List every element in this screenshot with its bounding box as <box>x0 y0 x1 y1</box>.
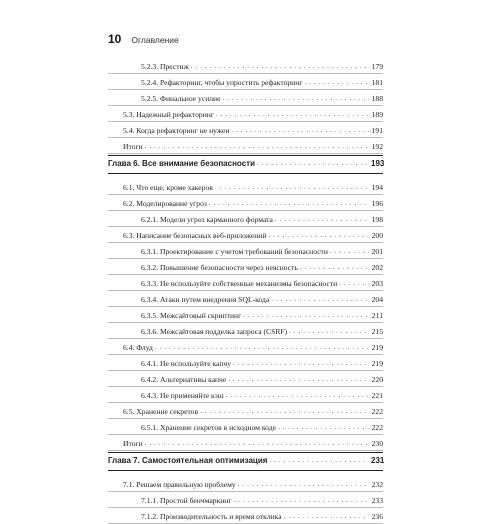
toc-entry <box>108 368 383 384</box>
toc-entry-page: 192 <box>371 142 383 151</box>
toc-entry <box>108 87 383 103</box>
toc-entry-title: 6.3.6. Межсайтовая подделка запроса (CSRF) <box>141 327 288 336</box>
toc-entry-page: 222 <box>371 423 383 432</box>
toc-entry-title: Итоги <box>123 142 143 151</box>
dot-leader <box>228 375 369 384</box>
toc-entry-title: 6.4. Флуд <box>123 343 153 352</box>
toc-entry <box>108 320 383 336</box>
dot-leader <box>145 439 369 448</box>
dot-leader <box>155 343 369 352</box>
dot-leader <box>226 391 369 400</box>
toc-entry-title: 5.2.3. Престиж <box>141 62 189 71</box>
toc-entry-page: 188 <box>371 94 383 103</box>
toc-entry-title: 6.3.5. Межсайтовый скриптинг <box>141 311 242 320</box>
toc-entry <box>108 135 383 151</box>
toc-entry <box>108 192 383 208</box>
dot-leader <box>330 247 369 256</box>
toc-entry-page: 221 <box>371 391 383 400</box>
toc-chapter-entry <box>108 448 383 473</box>
toc-entry-title: 7.1.1. Простой бенчмаркинг <box>141 496 232 505</box>
toc-entry-page: 222 <box>371 407 383 416</box>
toc-entry-title: Глава 7. Самостоятельная оптимизация <box>108 456 268 465</box>
toc-entry-title: 6.4.3. Не применяйте кэш <box>141 391 224 400</box>
toc-entry-page: 194 <box>371 183 383 192</box>
toc-entry <box>108 103 383 119</box>
toc-entry-page: 219 <box>371 359 383 368</box>
toc-entry <box>108 352 383 368</box>
toc-entry-page: 189 <box>371 110 383 119</box>
dot-leader <box>243 311 369 320</box>
toc-entry <box>108 224 383 240</box>
toc-entry-title: 5.4. Когда рефакторинг не нужен <box>123 126 230 135</box>
toc-entry-title: 6.2.1. Модели угроз карманного формата <box>141 215 273 224</box>
dot-leader <box>284 512 369 521</box>
toc-entry <box>108 400 383 416</box>
toc-entry-title: 7.1.2. Производительность и время отклика <box>141 512 282 521</box>
dot-leader <box>145 142 369 151</box>
dot-leader <box>216 110 369 119</box>
toc-entry-title: 7.1. Решаем правильную проблему <box>123 480 236 489</box>
toc-entry <box>108 304 383 320</box>
dot-leader <box>268 231 369 240</box>
toc-entry-page: 211 <box>371 311 383 320</box>
toc-entry-page: 193 <box>371 159 385 168</box>
toc-entry-title: 6.3.1. Проектирование с учетом требований безопасности <box>141 247 328 256</box>
toc-entry-page: 200 <box>371 231 383 240</box>
toc-entry <box>108 489 383 505</box>
toc-entry-page: 196 <box>371 199 383 208</box>
dot-leader <box>238 480 369 489</box>
toc-entry <box>108 272 383 288</box>
dot-leader <box>275 215 369 224</box>
toc-entry <box>108 55 383 71</box>
toc-entry-title: 6.5.1. Хранение секретов в исходном коде <box>141 423 276 432</box>
dot-leader <box>339 279 369 288</box>
toc-entry-page: 230 <box>371 439 383 448</box>
dot-leader <box>191 62 369 71</box>
toc-entry-page: 231 <box>371 456 385 465</box>
toc-entry-page: 220 <box>371 375 383 384</box>
table-of-contents <box>108 55 383 521</box>
toc-entry-title: 6.3. Написание безопасных веб-приложений <box>123 231 267 240</box>
dot-leader <box>231 126 369 135</box>
dot-leader <box>200 407 369 416</box>
toc-entry-title: 5.3. Надежный рефакторинг <box>123 110 214 119</box>
toc-entry-page: 201 <box>371 247 383 256</box>
dot-leader <box>233 496 369 505</box>
toc-entry-title: 6.1. Что еще, кроме хакеров <box>123 183 213 192</box>
header-title: Оглавление <box>131 35 179 45</box>
toc-entry-page: 204 <box>371 295 383 304</box>
dot-leader <box>209 199 369 208</box>
toc-entry <box>108 240 383 256</box>
toc-entry-page: 236 <box>371 512 383 521</box>
dot-leader <box>289 327 369 336</box>
toc-entry-title: 6.5. Хранение секретов <box>123 407 199 416</box>
toc-entry-page: 215 <box>371 327 383 336</box>
running-header <box>108 32 179 46</box>
toc-entry-title: 5.2.5. Финальное усилие <box>141 94 221 103</box>
dot-leader <box>215 183 369 192</box>
dot-leader <box>278 423 369 432</box>
toc-entry-page: 233 <box>371 496 383 505</box>
dot-leader <box>222 94 369 103</box>
page-number: 10 <box>108 32 122 46</box>
toc-entry <box>108 208 383 224</box>
toc-entry <box>108 119 383 135</box>
toc-entry-page: 179 <box>371 62 383 71</box>
toc-entry <box>108 384 383 400</box>
toc-entry <box>108 336 383 352</box>
toc-entry-title: 5.2.4. Рефакторинг, чтобы упростить рефакторинг <box>141 78 303 87</box>
toc-entry <box>108 473 383 489</box>
toc-entry <box>108 505 383 521</box>
dot-leader <box>257 159 369 168</box>
toc-entry-page: 191 <box>371 126 383 135</box>
toc-entry-title: Итоги <box>123 439 143 448</box>
toc-entry-page: 203 <box>371 279 383 288</box>
toc-entry <box>108 432 383 448</box>
toc-entry-title: 6.3.3. Не используйте собственные механизмы безопасности <box>141 279 338 288</box>
toc-chapter-entry <box>108 151 383 176</box>
toc-entry-title: 6.4.2. Альтернативы капче <box>141 375 227 384</box>
toc-entry-page: 198 <box>371 215 383 224</box>
dot-leader <box>271 295 369 304</box>
dot-leader <box>304 78 369 87</box>
dot-leader <box>233 359 369 368</box>
toc-entry-page: 202 <box>371 263 383 272</box>
toc-entry-title: 6.3.2. Повышение безопасности через неясность <box>141 263 298 272</box>
toc-entry-title: 6.3.4. Атаки путем внедрения SQL-кода <box>141 295 270 304</box>
toc-entry-title: 6.4.1. Не используйте капчу <box>141 359 231 368</box>
dot-leader <box>269 456 369 465</box>
toc-entry <box>108 288 383 304</box>
toc-entry-title: 6.2. Моделирование угроз <box>123 199 207 208</box>
toc-entry-page: 181 <box>371 78 383 87</box>
toc-entry <box>108 416 383 432</box>
dot-leader <box>300 263 369 272</box>
toc-entry <box>108 176 383 192</box>
toc-entry-page: 219 <box>371 343 383 352</box>
toc-entry-page: 232 <box>371 480 383 489</box>
toc-entry <box>108 71 383 87</box>
toc-entry <box>108 256 383 272</box>
toc-entry-title: Глава 6. Все внимание безопасности <box>108 159 255 168</box>
